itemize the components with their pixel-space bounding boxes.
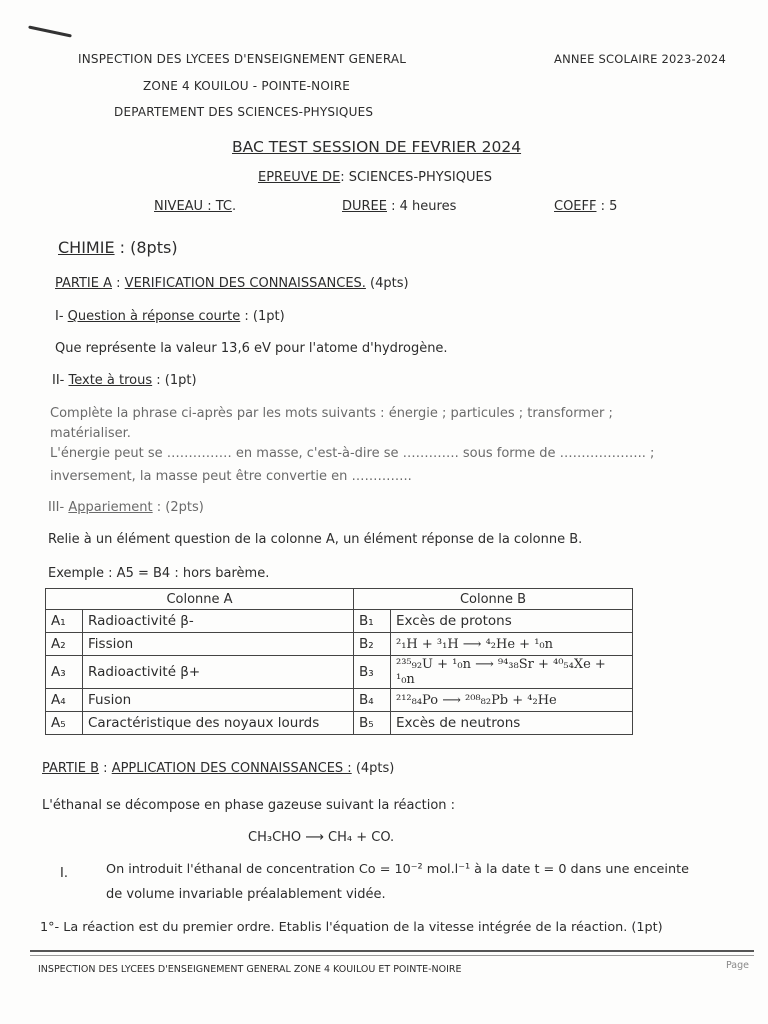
row-b-id: B₃	[354, 656, 391, 689]
footer-page: Page	[726, 960, 749, 971]
question-1-label: Question à réponse courte	[67, 309, 241, 324]
reaction-equation: CH₃CHO ⟶ CH₄ + CO.	[248, 830, 395, 845]
row-b-equation: ²₁H + ³₁H ⟶ ⁴₂He + ¹₀n	[391, 633, 633, 656]
row-a-id: A₅	[46, 712, 83, 735]
row-b-id: B₄	[354, 689, 391, 712]
partie-b-label: PARTIE B	[42, 761, 100, 776]
row-a-id: A₁	[46, 610, 83, 633]
epreuve-label: EPREUVE DE	[258, 170, 341, 185]
partie-a-points: (4pts)	[365, 276, 409, 291]
question-1-text: Que représente la valeur 13,6 eV pour l'atome d'hydrogène.	[55, 341, 448, 356]
row-a-text: Fission	[83, 633, 354, 656]
row-a-text: Radioactivité β+	[83, 656, 354, 689]
row-a-id: A₄	[46, 689, 83, 712]
partie-a-heading	[55, 276, 409, 291]
duree-label: DUREE	[342, 199, 387, 214]
inspection-header: INSPECTION DES LYCEES D'ENSEIGNEMENT GENERAL	[78, 52, 407, 66]
question-3-text: Relie à un élément question de la colonne A, un élément réponse de la colonne B.	[48, 532, 583, 547]
chimie-heading	[58, 238, 178, 257]
row-a-text: Radioactivité β-	[83, 610, 354, 633]
epreuve-line	[258, 170, 492, 185]
row-a-text: Fusion	[83, 689, 354, 712]
school-year: ANNEE SCOLAIRE 2023-2024	[554, 52, 726, 66]
row-b-equation: ²¹²₈₄Po ⟶ ²⁰⁸₈₂Pb + ⁴₂He	[391, 689, 633, 712]
question-2-label: Texte à trous	[68, 373, 153, 388]
footer-rule-thin	[30, 955, 754, 956]
row-a-text: Caractéristique des noyaux lourds	[83, 712, 354, 735]
column-a-header: Colonne A	[46, 589, 354, 610]
row-a-id: A₃	[46, 656, 83, 689]
question-2-points: : (1pt)	[152, 373, 197, 388]
partie-b-title: APPLICATION DES CONNAISSANCES :	[111, 761, 352, 776]
pen-mark	[28, 25, 72, 37]
table-header-row	[46, 589, 633, 610]
table-row	[46, 689, 633, 712]
question-2-line-4: inversement, la masse peut être convertie en …………..	[50, 469, 412, 484]
duree-value: : 4 heures	[391, 199, 457, 214]
question-1-points: : (1pt)	[240, 309, 285, 324]
coeff-line	[554, 199, 617, 214]
chimie-title: CHIMIE	[58, 238, 115, 257]
question-2-line-1: Complète la phrase ci-après par les mots suivants : énergie ; particules ; transformer ;	[50, 406, 613, 421]
partie-a-sep: :	[112, 276, 125, 291]
question-b1-line-1: On introduit l'éthanal de concentration Co = 10⁻² mol.l⁻¹ à la date t = 0 dans une enceinte	[106, 862, 689, 877]
question-3-points: : (2pts)	[152, 500, 204, 515]
table-row	[46, 712, 633, 735]
epreuve-value: : SCIENCES-PHYSIQUES	[340, 170, 492, 185]
question-3-heading	[48, 500, 204, 515]
partie-a-label: PARTIE A	[55, 276, 113, 291]
table-row	[46, 610, 633, 633]
question-3-label: Appariement	[68, 500, 153, 515]
question-2-num: II-	[52, 373, 69, 388]
question-b1-sub: 1°- La réaction est du premier ordre. Etablis l'équation de la vitesse intégrée de la réaction. (1pt)	[40, 920, 663, 935]
row-b-text: Excès de protons	[391, 610, 633, 633]
row-a-id: A₂	[46, 633, 83, 656]
question-b1-num: I.	[60, 866, 68, 881]
footer-text: INSPECTION DES LYCEES D'ENSEIGNEMENT GENERAL ZONE 4 KOUILOU ET POINTE-NOIRE	[38, 964, 462, 975]
row-b-text: Excès de neutrons	[391, 712, 633, 735]
question-1-num: I-	[55, 309, 68, 324]
row-b-id: B₁	[354, 610, 391, 633]
table-row	[46, 656, 633, 689]
row-b-id: B₂	[354, 633, 391, 656]
partie-b-sep: :	[99, 761, 112, 776]
column-b-header: Colonne B	[354, 589, 633, 610]
matching-table	[45, 588, 633, 735]
exam-title: BAC TEST SESSION DE FEVRIER 2024	[232, 138, 522, 156]
partie-a-title: VERIFICATION DES CONNAISSANCES.	[124, 276, 366, 291]
footer-rule	[30, 950, 754, 952]
question-3-num: III-	[48, 500, 69, 515]
department-header: DEPARTEMENT DES SCIENCES-PHYSIQUES	[114, 105, 374, 119]
coeff-value: : 5	[600, 199, 618, 214]
partie-b-points: (4pts)	[351, 761, 395, 776]
question-2-heading	[52, 373, 197, 388]
niveau-dot: .	[231, 199, 237, 214]
table-row	[46, 633, 633, 656]
zone-header: ZONE 4 KOUILOU - POINTE-NOIRE	[143, 79, 351, 93]
question-b1-line-2: de volume invariable préalablement vidée.	[106, 887, 386, 902]
niveau-label: NIVEAU : TC	[154, 199, 232, 214]
niveau-line	[154, 199, 236, 214]
row-b-equation: ²³⁵₉₂U + ¹₀n ⟶ ⁹⁴₃₈Sr + ⁴⁰₅₄Xe + ¹₀n	[391, 656, 633, 689]
question-2-line-2: matérialiser.	[50, 426, 131, 441]
chimie-points: : (8pts)	[119, 238, 178, 257]
partie-b-heading	[42, 761, 394, 776]
question-3-example: Exemple : A5 = B4 : hors barème.	[48, 566, 270, 581]
question-2-line-3: L'énergie peut se …………… en masse, c'est-à-dire se …………. sous forme de ……………….. ;	[50, 446, 655, 461]
partie-b-intro: L'éthanal se décompose en phase gazeuse suivant la réaction :	[42, 798, 456, 813]
question-1-heading	[55, 309, 285, 324]
coeff-label: COEFF	[554, 199, 597, 214]
duree-line	[342, 199, 456, 214]
row-b-id: B₅	[354, 712, 391, 735]
